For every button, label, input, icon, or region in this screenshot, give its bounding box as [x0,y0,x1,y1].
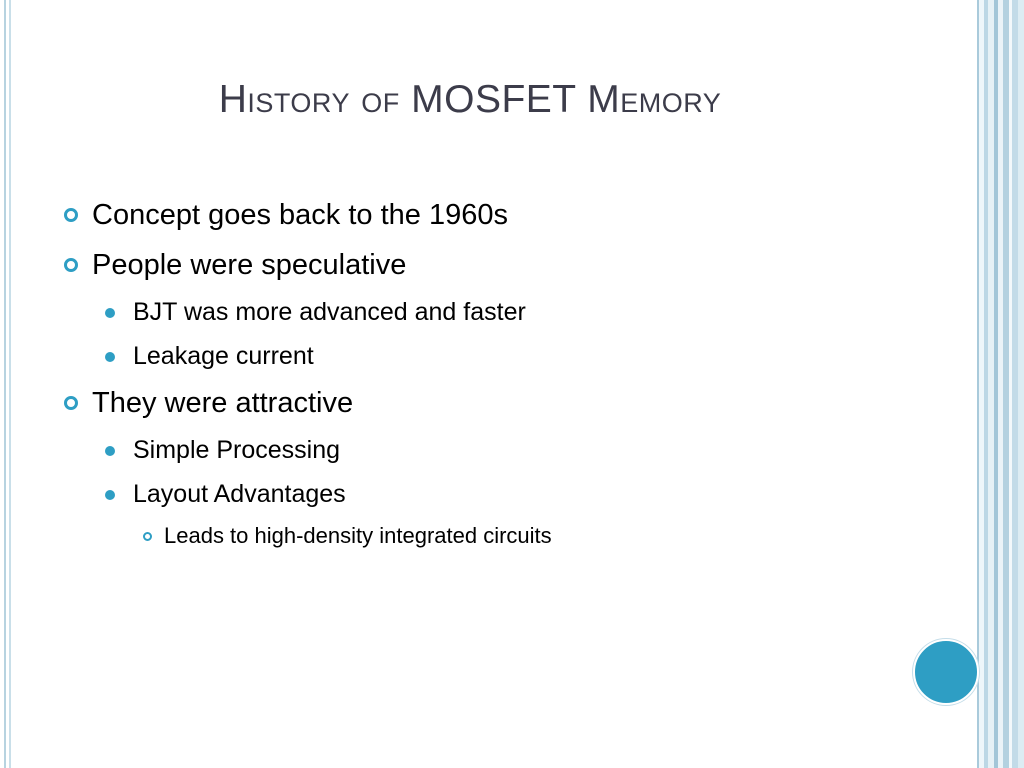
decorative-circle [913,639,979,705]
dot-bullet-icon [105,308,115,318]
bullet-text: BJT was more advanced and faster [133,298,526,326]
bullet-item [62,242,942,292]
sub-bullet-item [62,292,942,336]
bullet-text: Leads to high-density integrated circuits [164,523,552,548]
ring-bullet-icon [64,258,78,272]
bullet-text: Concept goes back to the 1960s [92,199,508,231]
slide-title: History of MOSFET Memory [218,78,722,121]
ring-bullet-icon [64,208,78,222]
bullet-text: Layout Advantages [133,480,346,508]
bullet-list [62,192,942,558]
bullet-text: People were speculative [92,249,407,281]
sub-sub-bullet-item [62,518,942,558]
sub-bullet-item [62,474,942,518]
sub-bullet-item [62,430,942,474]
ring-bullet-icon [64,396,78,410]
bullet-text: Simple Processing [133,436,341,464]
bullet-item [62,192,942,242]
dot-bullet-icon [105,446,115,456]
bullet-text: They were attractive [92,387,354,419]
dot-bullet-icon [105,490,115,500]
small-ring-bullet-icon [143,532,152,541]
bullet-item [62,380,942,430]
bullet-text: Leakage current [133,342,314,370]
dot-bullet-icon [105,352,115,362]
sub-bullet-item [62,336,942,380]
